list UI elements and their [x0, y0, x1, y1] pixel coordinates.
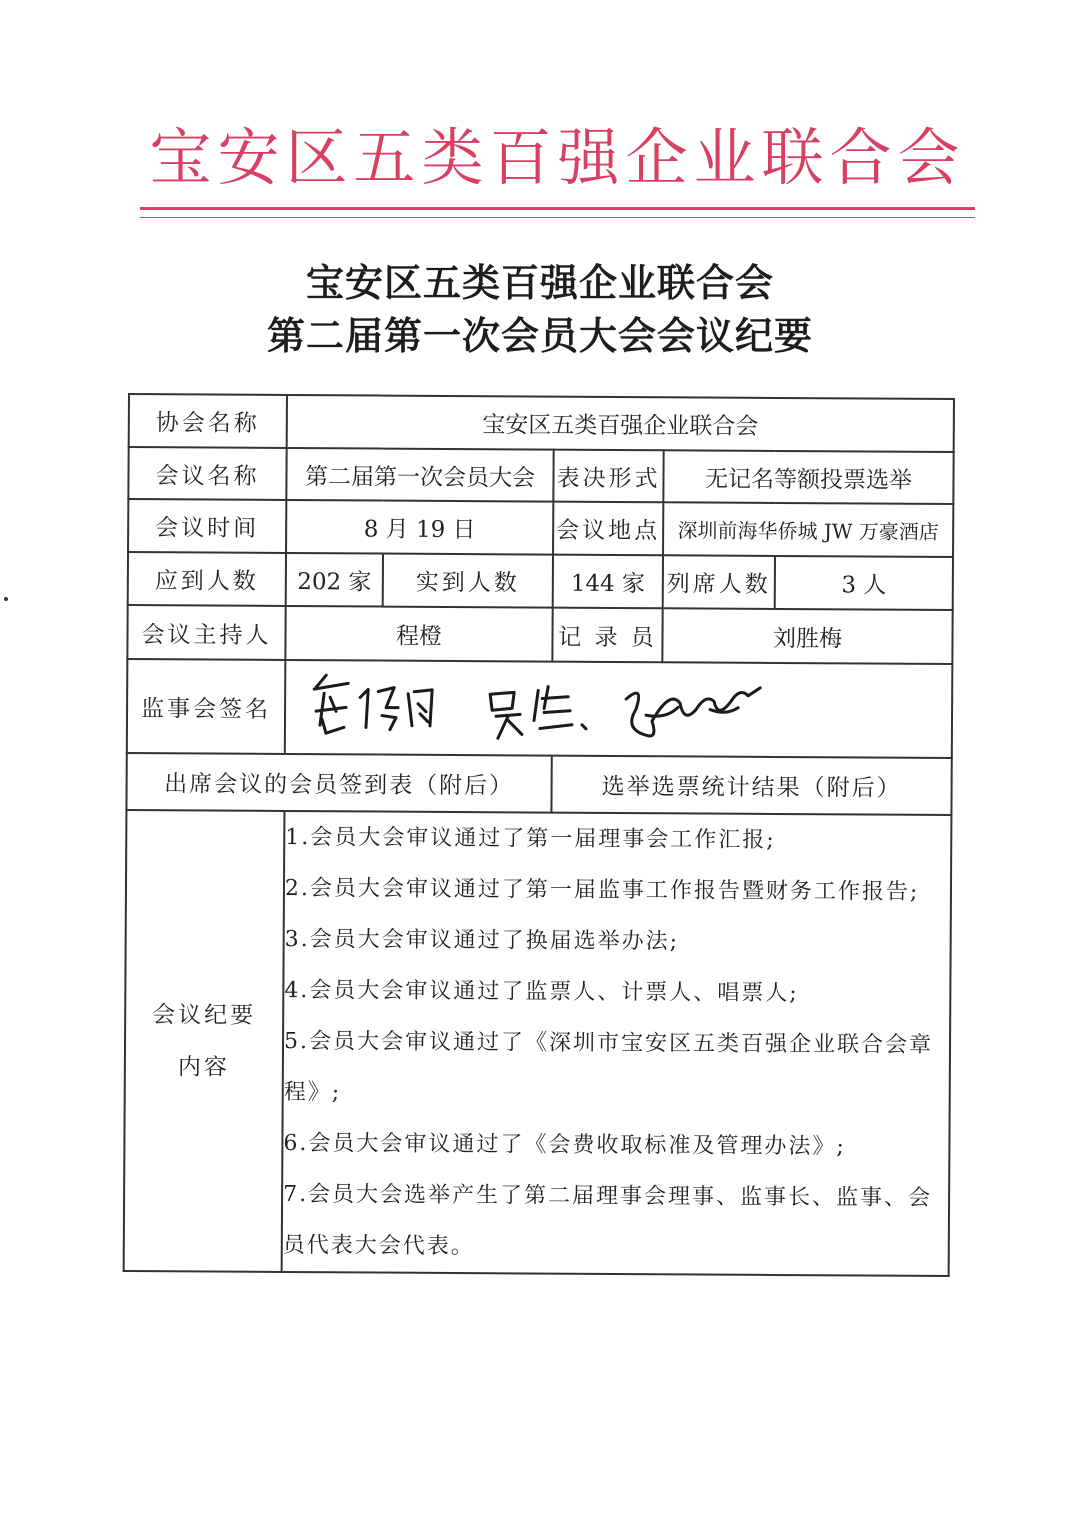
meeting-name-value: 第二届第一次会员大会 [286, 448, 553, 502]
recorder-label: 记 录 员 [552, 608, 662, 663]
row-attendance-counts [128, 552, 953, 610]
meeting-name-label: 会议名称 [128, 447, 286, 500]
host-label: 会议主持人 [127, 605, 285, 660]
minutes-item: 3.会员大会审议通过了换届选举办法; [284, 926, 680, 955]
row-association [129, 394, 954, 452]
observers-value: 3 人 [775, 556, 953, 610]
association-value: 宝安区五类百强企业联合会 [287, 395, 954, 452]
row-meeting-name [128, 447, 953, 504]
signature-2-strokes [490, 692, 522, 738]
actual-value: 144 家 [553, 555, 663, 609]
observers-label: 列席人数 [663, 555, 775, 609]
minutes-label-line2: 内容 [177, 1053, 230, 1081]
row-supervisor-signatures [127, 659, 953, 758]
meeting-time-value: 8 月 19 日 [286, 500, 553, 555]
letterhead-rule-thin [140, 217, 975, 218]
minutes-form-table [123, 393, 955, 1277]
handwritten-signatures [286, 667, 806, 750]
letterhead-rule-thick [140, 207, 975, 210]
minutes-item: 4.会员大会审议通过了监票人、计票人、唱票人; [284, 977, 799, 1007]
host-value: 程橙 [285, 606, 552, 662]
meeting-place-label: 会议地点 [553, 502, 663, 556]
minutes-label-line1: 会议纪要 [152, 1001, 257, 1029]
scan-speck [4, 597, 8, 601]
recorder-value: 刘胜梅 [662, 608, 952, 664]
row-host-recorder [127, 605, 952, 664]
signature-3-strokes [626, 687, 760, 737]
document-title-line2: 第二届第一次会员大会会议纪要 [266, 313, 813, 358]
expected-value: 202 家 [286, 553, 383, 607]
letterhead-org-name: 宝安区五类百强企业联合会 [149, 121, 966, 194]
supervisor-signatures [285, 660, 953, 758]
row-minutes [124, 810, 952, 1276]
minutes-item: 5.会员大会审议通过了《深圳市宝安区五类百强企业联合会章程》; [283, 1028, 934, 1106]
row-attachments [126, 753, 951, 815]
attendance-sheet-note: 出席会议的会员签到表（附后） [126, 753, 551, 813]
expected-label: 应到人数 [128, 552, 286, 606]
document-title-line1: 宝安区五类百强企业联合会 [305, 260, 774, 305]
minutes-item: 6.会员大会审议通过了《会费收取标准及管理办法》; [283, 1130, 846, 1160]
minutes-item: 2.会员大会审议通过了第一届监事工作报告暨财务工作报告; [284, 875, 920, 905]
supervisors-label: 监事会签名 [127, 659, 286, 754]
meeting-place-value: 深圳前海华侨城 JW 万豪酒店 [663, 502, 953, 557]
election-results-note: 选举选票统计结果（附后） [551, 756, 951, 815]
row-time-place [128, 499, 953, 557]
minutes-item: 7.会员大会选举产生了第二届理事会理事、监事长、监事、会员代表大会代表。 [282, 1181, 933, 1260]
meeting-time-label: 会议时间 [128, 499, 286, 553]
minutes-label [124, 810, 285, 1272]
voting-form-label: 表决形式 [553, 450, 663, 503]
signature-1-strokes [314, 675, 348, 733]
minutes-item: 1.会员大会审议通过了第一届理事会工作汇报; [285, 824, 776, 853]
minutes-content [282, 811, 952, 1276]
voting-form-value: 无记名等额投票选举 [663, 450, 953, 504]
association-label: 协会名称 [129, 394, 287, 448]
actual-label: 实到人数 [383, 554, 553, 608]
